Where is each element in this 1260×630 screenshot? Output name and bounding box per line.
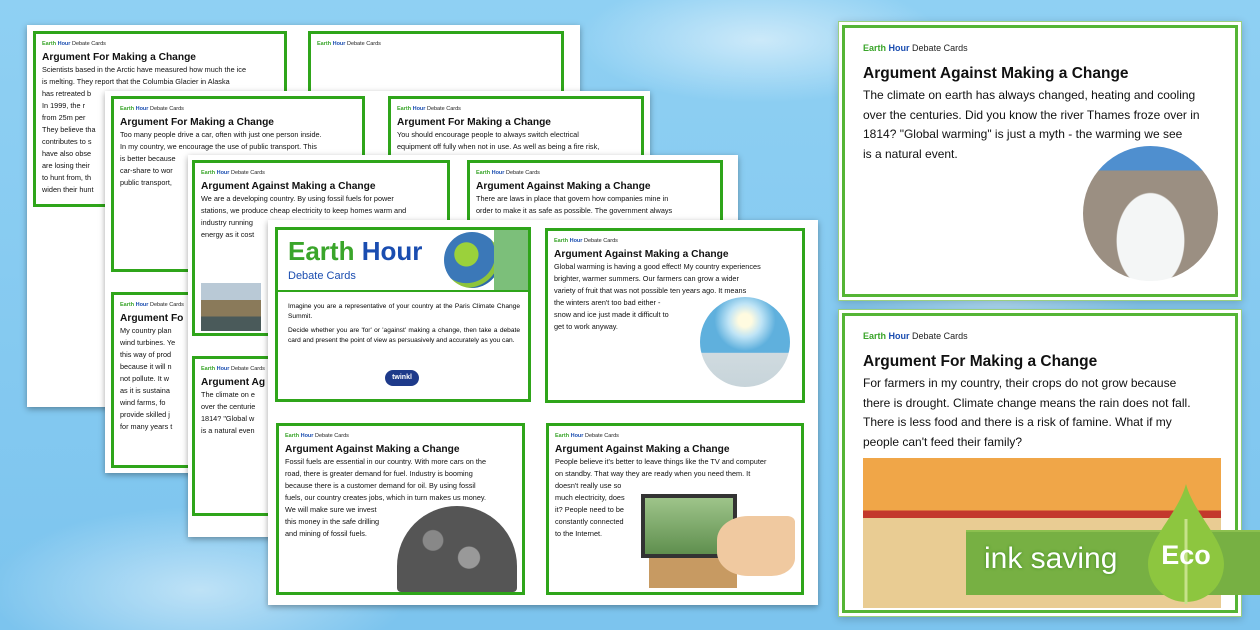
header-earth: Earth: [863, 43, 887, 53]
header-hour: Hour: [412, 106, 426, 112]
body-line: and mining of fossil fuels.: [285, 529, 367, 538]
header-hour: Hour: [216, 366, 230, 372]
city-image: [201, 283, 261, 331]
body-line: as it is sustaina: [120, 386, 170, 395]
body-line: from 25m per: [42, 113, 86, 122]
body-line: Global warming is having a good effect! My country experiences: [554, 262, 761, 271]
header-debate: Debate Cards: [426, 106, 461, 112]
body-line: provide skilled j: [120, 410, 170, 419]
card-title: Argument For Making a Change: [42, 52, 196, 63]
header-earth: Earth: [863, 331, 887, 341]
card-header: [120, 106, 184, 112]
header-debate: Debate Cards: [149, 302, 184, 308]
body-line: wind farms, fo: [120, 398, 166, 407]
debate-card-d2: [545, 228, 805, 403]
header-debate: Debate Cards: [505, 170, 540, 176]
body-line: is better because: [120, 154, 176, 163]
card-header: [285, 433, 349, 439]
card-header: [555, 433, 619, 439]
body-line: order to make it as safe as possible. The government always: [476, 206, 673, 215]
header-hour: Hour: [57, 41, 71, 47]
intro-para-1: Imagine you are a representative of your country at the Paris Climate Change Summit.: [288, 303, 520, 320]
body-line: is a natural even: [201, 426, 255, 435]
body-line: stations, we produce cheap electricity to keep homes warm and: [201, 206, 407, 215]
body-line: There is less food and there is a risk of famine. What if my: [863, 415, 1172, 429]
header-hour: Hour: [216, 170, 230, 176]
intro-title-earth: Earth: [288, 236, 355, 266]
body-line: energy as it cost: [201, 230, 255, 239]
card-header: [317, 41, 381, 47]
eco-label: Eco: [1161, 540, 1211, 570]
body-line: brighter, warmer summers. Our farmers can grow a wider: [554, 274, 739, 283]
ink-saving-text: ink saving: [984, 542, 1118, 575]
body-line: snow and ice just made it difficult to: [554, 310, 669, 319]
header-hour: Hour: [332, 41, 346, 47]
body-line: My country plan: [120, 326, 172, 335]
card-title: Argument For Making a Change: [120, 117, 274, 128]
debate-card-d4: [546, 423, 804, 595]
body-line: We are a developing country. By using fossil fuels for power: [201, 194, 394, 203]
header-earth: Earth: [201, 366, 216, 372]
header-debate: Debate Cards: [912, 43, 968, 53]
card-header: [397, 106, 461, 112]
header-hour: Hour: [300, 433, 314, 439]
card-title: Argument Fo: [120, 313, 184, 324]
body-line: Too many people drive a car, often with just one person inside.: [120, 130, 322, 139]
twinkl-logo: twinkl: [385, 370, 419, 386]
card-title: Argument Against Making a Change: [476, 181, 651, 192]
body-line: this money in the safe drilling: [285, 517, 380, 526]
body-line: car-share to wor: [120, 166, 173, 175]
worksheet-page-4: [268, 220, 818, 605]
header-debate: Debate Cards: [912, 331, 968, 341]
body-line: The climate on earth has always changed, heating and cooling: [863, 88, 1196, 102]
card-body: [201, 389, 255, 437]
header-debate: Debate Cards: [230, 170, 265, 176]
card-header: [863, 331, 968, 341]
glacier-image: [1083, 146, 1218, 281]
header-hour: Hour: [491, 170, 505, 176]
body-line: not pollute. It w: [120, 374, 170, 383]
card-header: [201, 170, 265, 176]
body-line: variety of fruit that was not possible ten years ago. It means: [554, 286, 747, 295]
body-line: is melting. They report that the Columbia Glacier in Alaska: [42, 77, 230, 86]
body-line: wind turbines. Ye: [120, 338, 176, 347]
body-line: has retreated b: [42, 89, 92, 98]
header-hour: Hour: [135, 302, 149, 308]
body-line: 1814? "Global warming" is just a myth - the warming we see: [863, 127, 1183, 141]
body-line: there is drought. Climate change means the rain does not fall.: [863, 395, 1191, 410]
card-header: [201, 366, 265, 372]
card-title: Argument For Making a Change: [863, 353, 1098, 370]
body-line: Fossil fuels are essential in our country. With more cars on the: [285, 457, 487, 466]
header-earth: Earth: [42, 41, 57, 47]
card-title: Argument For Making a Change: [397, 117, 551, 128]
body-line: For farmers in my country, their crops do not grow because: [863, 376, 1177, 390]
body-line: much electricity, does: [555, 493, 625, 502]
body-line: People believe it's better to leave things like the TV and computer: [555, 457, 767, 466]
header-earth: Earth: [120, 302, 135, 308]
body-line: In my country, we encourage the use of public transport. This: [120, 142, 317, 151]
card-title: Argument Against Making a Change: [863, 65, 1129, 82]
header-debate: Debate Cards: [584, 433, 619, 439]
body-line: The climate on e: [201, 390, 255, 399]
body-line: public transport,: [120, 178, 172, 187]
card-body: [476, 193, 672, 217]
card-title: Argument Ag: [201, 377, 266, 388]
globe-image: [444, 232, 500, 288]
header-debate: Debate Cards: [346, 41, 381, 47]
card-header: [120, 302, 184, 308]
body-line: We will make sure we invest: [285, 505, 377, 514]
body-line: the winters aren't too bad either -: [554, 298, 661, 307]
card-title: Argument Against Making a Change: [554, 249, 729, 260]
intro-title-hour: Hour: [361, 236, 423, 266]
debate-card-d3: [276, 423, 525, 595]
header-earth: Earth: [285, 433, 300, 439]
header-earth: Earth: [201, 170, 216, 176]
card-title: Argument Against Making a Change: [285, 444, 460, 455]
body-line: get to work anyway.: [554, 322, 618, 331]
card-body: [397, 129, 599, 153]
header-debate: Debate Cards: [583, 238, 618, 244]
body-line: because there is a customer demand for oil. By using fossil: [285, 481, 476, 490]
body-line: over the centurie: [201, 402, 256, 411]
body-line: equipment off fully when not in use. As well as being a fire risk,: [397, 142, 600, 151]
debate-card-r1: [842, 25, 1238, 297]
card-title: Argument Against Making a Change: [555, 444, 730, 455]
body-line: You should encourage people to always switch electrical: [397, 130, 579, 139]
body-line: Scientists based in the Arctic have measured how much the ice: [42, 65, 247, 74]
header-debate: Debate Cards: [71, 41, 106, 47]
header-hour: Hour: [135, 106, 149, 112]
body-line: this way of prod: [120, 350, 172, 359]
body-line: over the centuries. Did you know the river Thames froze over in: [863, 107, 1200, 122]
card-body: [120, 325, 175, 433]
body-line: is a natural event.: [863, 146, 958, 161]
intro-card: [275, 227, 531, 402]
header-earth: Earth: [476, 170, 491, 176]
card-body: [863, 374, 1191, 452]
body-line: fuels, our country creates jobs, which in turn makes us money.: [285, 493, 487, 502]
body-line: are losing their: [42, 161, 90, 170]
body-line: industry running: [201, 218, 253, 227]
body-line: 1814? "Global w: [201, 414, 255, 423]
body-line: In 1999, the r: [42, 101, 86, 110]
header-earth: Earth: [120, 106, 135, 112]
body-line: to hunt from, th: [42, 173, 92, 182]
header-debate: Debate Cards: [230, 366, 265, 372]
card-header: [554, 238, 618, 244]
card-title: Argument Against Making a Change: [201, 181, 376, 192]
body-line: on standby. That way they are ready when you need them. It: [555, 469, 751, 478]
sun-image: [700, 297, 790, 387]
body-line: contributes to s: [42, 137, 92, 146]
header-hour: Hour: [569, 238, 583, 244]
body-line: to the Internet.: [555, 529, 603, 538]
card-header: [863, 43, 968, 53]
header-earth: Earth: [555, 433, 570, 439]
body-line: They believe tha: [42, 125, 96, 134]
body-line: people can't feed their family?: [863, 434, 1023, 449]
body-line: There are laws in place that govern how companies mine in: [476, 194, 669, 203]
light-switch-image: [494, 230, 528, 290]
header-hour: Hour: [888, 43, 910, 53]
intro-para-2: Decide whether you are 'for' or 'against' making a change, then take a debate card and present the point of view as persuasively and accurately as you can.: [288, 327, 520, 344]
body-line: have also obse: [42, 149, 92, 158]
intro-subtitle: Debate Cards: [288, 270, 356, 282]
header-hour: Hour: [888, 331, 910, 341]
body-line: for many years t: [120, 422, 173, 431]
header-earth: Earth: [397, 106, 412, 112]
hand-image: [717, 516, 795, 576]
card-header: [42, 41, 106, 47]
body-line: road, there is greater demand for fuel. Industry is booming: [285, 469, 473, 478]
body-line: doesn't really use so: [555, 481, 622, 490]
header-debate: Debate Cards: [314, 433, 349, 439]
body-line: because it will n: [120, 362, 172, 371]
card-header: [476, 170, 540, 176]
header-debate: Debate Cards: [149, 106, 184, 112]
body-line: widen their hunt: [42, 185, 94, 194]
header-earth: Earth: [554, 238, 569, 244]
header-earth: Earth: [317, 41, 332, 47]
body-line: it? People need to be: [555, 505, 624, 514]
header-hour: Hour: [570, 433, 584, 439]
body-line: constantly connected: [555, 517, 624, 526]
